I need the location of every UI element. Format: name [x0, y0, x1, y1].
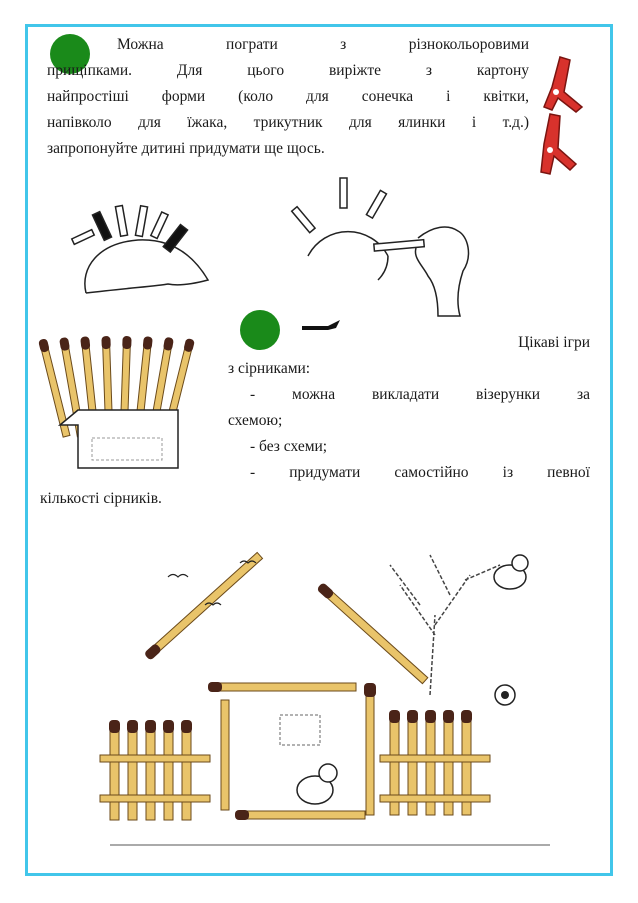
sun-hand-icon	[288, 176, 488, 321]
fence-rail	[380, 755, 490, 762]
right-fence	[380, 710, 490, 815]
fence-rail	[380, 795, 490, 802]
paragraph-line: схемою;	[228, 412, 283, 429]
match-head	[80, 336, 90, 350]
match-stick	[182, 730, 191, 820]
paragraph-line: Можна пограти з різнокольоровими	[117, 36, 529, 53]
roof-right-match	[316, 582, 428, 684]
clothespin-games-paragraph	[47, 32, 529, 162]
match-stick	[110, 730, 119, 820]
matchbox-icon	[58, 330, 198, 470]
paragraph-line: Цікаві ігри	[518, 334, 590, 351]
match-house-scene-icon	[90, 515, 560, 855]
paragraph-line: найпростіші форми (коло для сонечка і квітки,	[47, 88, 529, 105]
match-head	[127, 720, 138, 733]
paragraph-line: запропонуйте дитині придумати ще щось.	[47, 140, 325, 157]
match-head	[163, 337, 174, 351]
fence-rail	[100, 795, 210, 802]
paragraph-line: напівколо для їжака, трикутник для ялинки і т.д.)	[47, 114, 529, 131]
hedgehog-icon	[68, 198, 218, 298]
match-stick	[146, 730, 155, 820]
match-head	[407, 710, 418, 723]
clothespins-icon	[530, 52, 600, 182]
paragraph-line: - можна викладати візерунки за	[250, 386, 590, 403]
match-head	[59, 337, 70, 351]
match-head	[181, 720, 192, 733]
match-head	[145, 720, 156, 733]
match-head	[461, 710, 472, 723]
match-head	[109, 720, 120, 733]
paragraph-line: з сірниками:	[228, 360, 311, 377]
fence-rail	[100, 755, 210, 762]
match-head	[143, 336, 153, 350]
match-stick	[128, 730, 137, 820]
paragraph-line: прищіпками. Для цього виріжте з картону	[47, 62, 529, 79]
match-stick	[164, 730, 173, 820]
paragraph-line: - придумати самостійно із певної	[250, 464, 590, 481]
roof-left-match	[144, 552, 264, 661]
match-head	[122, 336, 131, 349]
match-head	[425, 710, 436, 723]
paragraph-line: - без схеми;	[250, 438, 328, 455]
match-head	[101, 336, 110, 349]
match-head	[163, 720, 174, 733]
match-head	[389, 710, 400, 723]
paragraph-line: кількості сірників.	[40, 490, 162, 507]
left-fence	[100, 720, 210, 820]
match-head	[443, 710, 454, 723]
